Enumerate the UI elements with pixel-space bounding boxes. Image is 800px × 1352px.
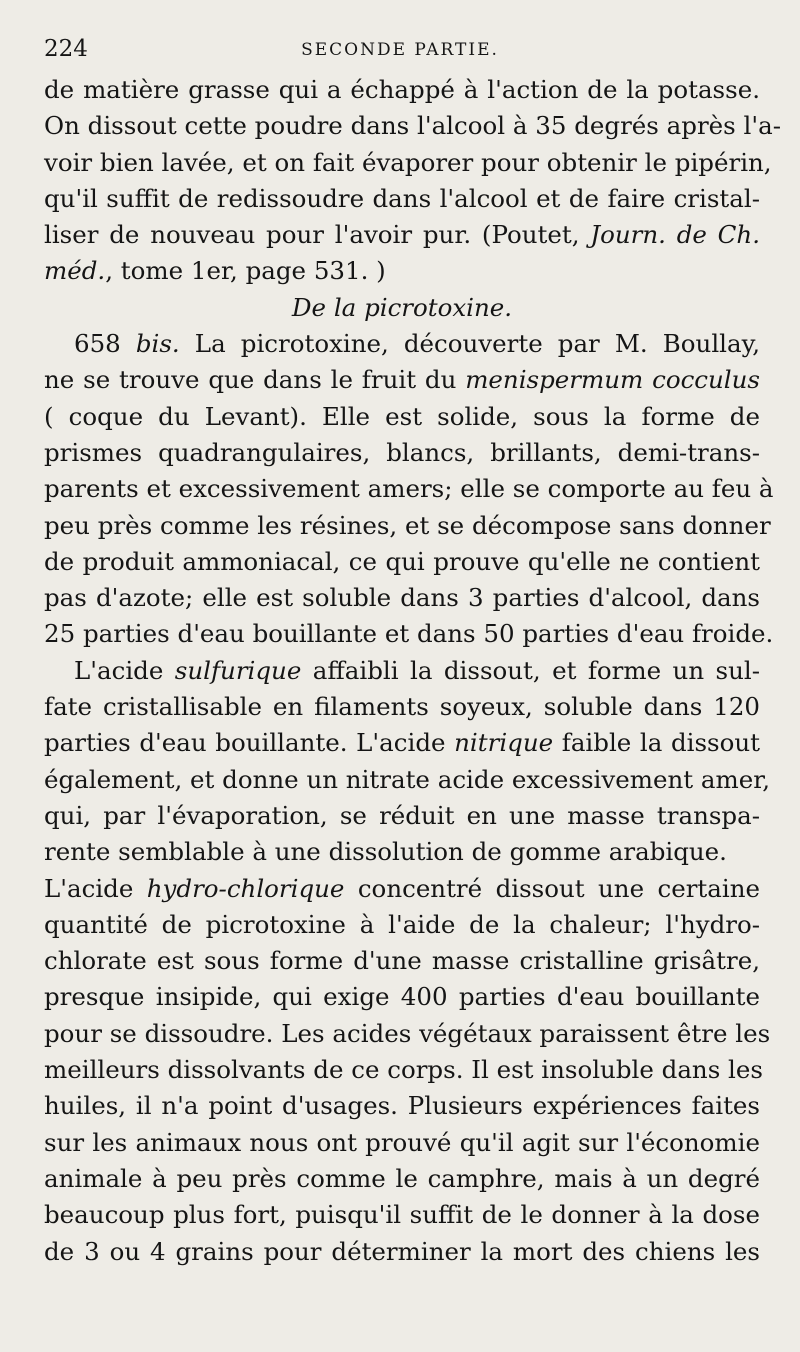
text-line: peu près comme les résines, et se décompose sans donner	[44, 510, 771, 540]
text-line: L'acide hydro-chlorique concentré dissout une certaine	[44, 873, 760, 903]
text-line: ( coque du Levant). Elle est solide, sous la forme de	[44, 401, 760, 431]
text-line: parties d'eau bouillante. L'acide nitrique faible la dissout	[44, 728, 760, 758]
text-line: de 3 ou 4 grains pour déterminer la mort des chiens les	[44, 1236, 760, 1266]
text-line: voir bien lavée, et on fait évaporer pour obtenir le pipérin,	[44, 147, 772, 177]
text-line: pas d'azote; elle est soluble dans 3 parties d'alcool, dans	[44, 583, 760, 613]
text-line: quantité de picrotoxine à l'aide de la chaleur; l'hydro-	[44, 909, 760, 939]
text-line: meilleurs dissolvants de ce corps. Il est insoluble dans les	[44, 1055, 763, 1085]
text-line: 25 parties d'eau bouillante et dans 50 parties d'eau froide.	[44, 619, 774, 649]
text-line: également, et donne un nitrate acide excessivement amer,	[44, 764, 771, 794]
text-line: méd., tome 1er, page 531. )	[44, 256, 386, 286]
text-line: presque insipide, qui exige 400 parties d'eau bouillante	[44, 982, 760, 1012]
running-head: SECONDE PARTIE.	[301, 40, 499, 60]
text-line: prismes quadrangulaires, blancs, brillants, demi-trans-	[44, 437, 760, 467]
text-line: pour se dissoudre. Les acides végétaux paraissent être les	[44, 1018, 771, 1048]
text-line: L'acide sulfurique affaibli la dissout, et forme un sul-	[74, 655, 760, 685]
text-line: On dissout cette poudre dans l'alcool à 35 degrés après l'a-	[44, 111, 781, 141]
text-line: de produit ammoniacal, ce qui prouve qu'elle ne contient	[44, 546, 760, 576]
italic-citation: méd.	[44, 256, 106, 286]
page-header	[44, 36, 756, 64]
text-line: fate cristallisable en filaments soyeux, soluble dans 120	[44, 692, 760, 722]
text-line: de matière grasse qui a échappé à l'action de la potasse.	[44, 75, 760, 104]
text-line: liser de nouveau pour l'avoir pur. (Poutet, Journ. de Ch.	[44, 220, 760, 250]
text-line: parents et excessivement amers; elle se comporte au feu à	[44, 474, 774, 504]
section-heading: De la picrotoxine.	[291, 292, 513, 322]
italic-citation: Journ. de Ch.	[590, 220, 760, 250]
text-line: ne se trouve que dans le fruit du menispermum cocculus	[44, 365, 760, 395]
text-line: qu'il suffit de redissoudre dans l'alcool et de faire cristal-	[44, 183, 760, 213]
page-number: 224	[44, 36, 88, 62]
text-line: 658 bis. La picrotoxine, découverte par M. Boullay,	[74, 329, 760, 359]
text-line: qui, par l'évaporation, se réduit en une masse transpa-	[44, 800, 760, 830]
text-line: chlorate est sous forme d'une masse cristalline grisâtre,	[44, 946, 760, 976]
body-text	[44, 72, 781, 1270]
text-line: huiles, il n'a point d'usages. Plusieurs expériences faites	[44, 1091, 760, 1121]
species-name: menispermum cocculus	[465, 365, 760, 395]
text-line: beaucoup plus fort, puisqu'il suffit de le donner à la dose	[44, 1200, 760, 1230]
text-line: animale à peu près comme le camphre, mais à un degré	[44, 1163, 760, 1193]
text-line: sur les animaux nous ont prouvé qu'il agit sur l'économie	[44, 1127, 760, 1157]
text-line: rente semblable à une dissolution de gomme arabique.	[44, 837, 727, 867]
